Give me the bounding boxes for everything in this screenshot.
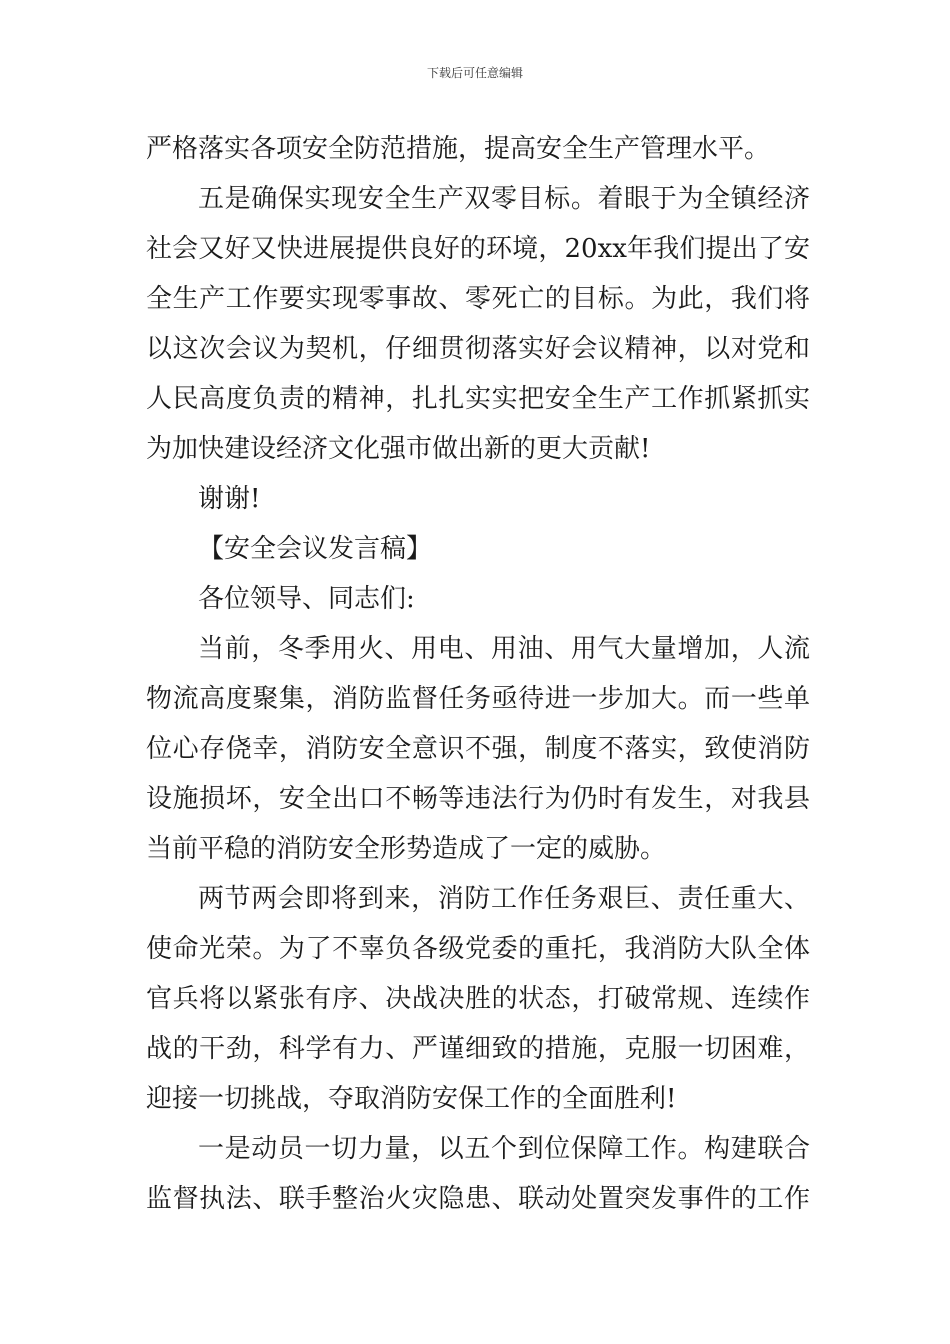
text-line: 人民高度负责的精神，扎扎实实把安全生产工作抓紧抓实	[146, 384, 810, 414]
text-line: 以这次会议为契机，仔细贯彻落实好会议精神，以对党和	[146, 334, 810, 364]
text-line: 物流高度聚集，消防监督任务亟待进一步加大。而一些单	[146, 684, 810, 714]
document-body	[146, 124, 810, 1224]
page-header: 下载后可任意编辑	[426, 66, 523, 80]
paragraph-first-line: 两节两会即将到来，消防工作任务艰巨、责任重大、	[198, 884, 810, 914]
text-line: 社会又好又快进展提供良好的环境，20xx年我们提出了安	[146, 234, 810, 264]
paragraph-first-line: 一是动员一切力量，以五个到位保障工作。构建联合	[198, 1134, 810, 1164]
section-title: 【安全会议发言稿】	[198, 534, 433, 564]
closing-thanks: 谢谢!	[198, 484, 261, 514]
salutation: 各位领导、同志们:	[198, 584, 415, 614]
text-line: 官兵将以紧张有序、决战决胜的状态，打破常规、连续作	[146, 984, 810, 1014]
text-line: 全生产工作要实现零事故、零死亡的目标。为此，我们将	[146, 284, 810, 314]
text-line: 迎接一切挑战，夺取消防安保工作的全面胜利!	[146, 1084, 677, 1114]
paragraph-first-line: 五是确保实现安全生产双零目标。着眼于为全镇经济	[198, 184, 810, 214]
paragraph-first-line: 当前，冬季用火、用电、用油、用气大量增加，人流	[198, 634, 810, 664]
text-line: 监督执法、联手整治火灾隐患、联动处置突发事件的工作	[146, 1184, 810, 1214]
text-line: 严格落实各项安全防范措施，提高安全生产管理水平。	[146, 134, 771, 164]
text-line: 位心存侥幸，消防安全意识不强，制度不落实，致使消防	[146, 734, 810, 764]
text-line: 战的干劲，科学有力、严谨细致的措施，克服一切困难，	[146, 1034, 810, 1064]
text-line: 设施损坏，安全出口不畅等违法行为仍时有发生，对我县	[146, 784, 810, 814]
text-line: 当前平稳的消防安全形势造成了一定的威胁。	[146, 834, 667, 864]
text-line: 为加快建设经济文化强市做出新的更大贡献!	[146, 434, 651, 464]
text-line: 使命光荣。为了不辜负各级党委的重托，我消防大队全体	[146, 934, 810, 964]
